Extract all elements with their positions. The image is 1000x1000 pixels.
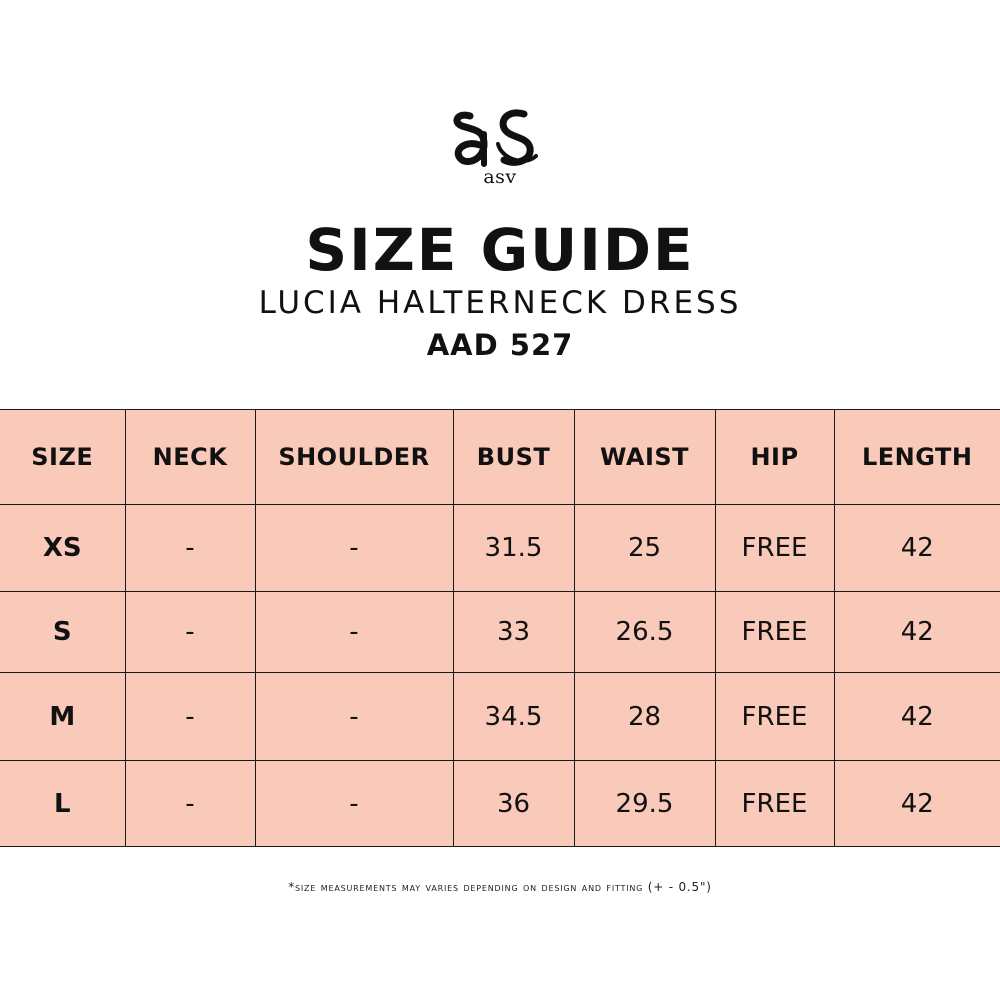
column-header-hip: HIP	[715, 410, 834, 505]
bust-cell: 31.5	[453, 505, 574, 592]
bust-cell: 36	[453, 761, 574, 847]
hip-cell: FREE	[715, 505, 834, 592]
bust-cell: 33	[453, 592, 574, 673]
shoulder-cell: -	[255, 505, 453, 592]
asv-monogram-icon	[440, 100, 560, 172]
waist-cell: 26.5	[574, 592, 715, 673]
table-row	[0, 761, 1000, 847]
size-cell: L	[0, 761, 125, 847]
hip-cell: FREE	[715, 592, 834, 673]
column-header-waist: WAIST	[574, 410, 715, 505]
shoulder-cell: -	[255, 673, 453, 761]
neck-cell: -	[125, 505, 255, 592]
shoulder-cell: -	[255, 592, 453, 673]
product-code: AAD 527	[426, 328, 574, 362]
product-name: LUCIA HALTERNECK DRESS	[258, 285, 742, 321]
page-title: SIZE GUIDE	[305, 216, 695, 284]
column-header-size: SIZE	[0, 410, 125, 505]
neck-cell: -	[125, 673, 255, 761]
column-header-neck: NECK	[125, 410, 255, 505]
size-cell: XS	[0, 505, 125, 592]
length-cell: 42	[834, 673, 1000, 761]
shoulder-cell: -	[255, 761, 453, 847]
table-header-row	[0, 410, 1000, 505]
size-cell: M	[0, 673, 125, 761]
hip-cell: FREE	[715, 673, 834, 761]
size-cell: S	[0, 592, 125, 673]
waist-cell: 25	[574, 505, 715, 592]
table-row	[0, 592, 1000, 673]
neck-cell: -	[125, 761, 255, 847]
measurement-footnote: *size measurements may varies depending on design and fitting (+ - 0.5")	[288, 880, 712, 894]
column-header-length: LENGTH	[834, 410, 1000, 505]
table-row	[0, 673, 1000, 761]
brand-logo	[440, 100, 560, 190]
brand-wordmark: asv	[483, 166, 517, 188]
length-cell: 42	[834, 505, 1000, 592]
bust-cell: 34.5	[453, 673, 574, 761]
length-cell: 42	[834, 761, 1000, 847]
waist-cell: 29.5	[574, 761, 715, 847]
size-table	[0, 409, 1000, 847]
hip-cell: FREE	[715, 761, 834, 847]
waist-cell: 28	[574, 673, 715, 761]
table-row	[0, 505, 1000, 592]
length-cell: 42	[834, 592, 1000, 673]
column-header-shoulder: SHOULDER	[255, 410, 453, 505]
column-header-bust: BUST	[453, 410, 574, 505]
neck-cell: -	[125, 592, 255, 673]
